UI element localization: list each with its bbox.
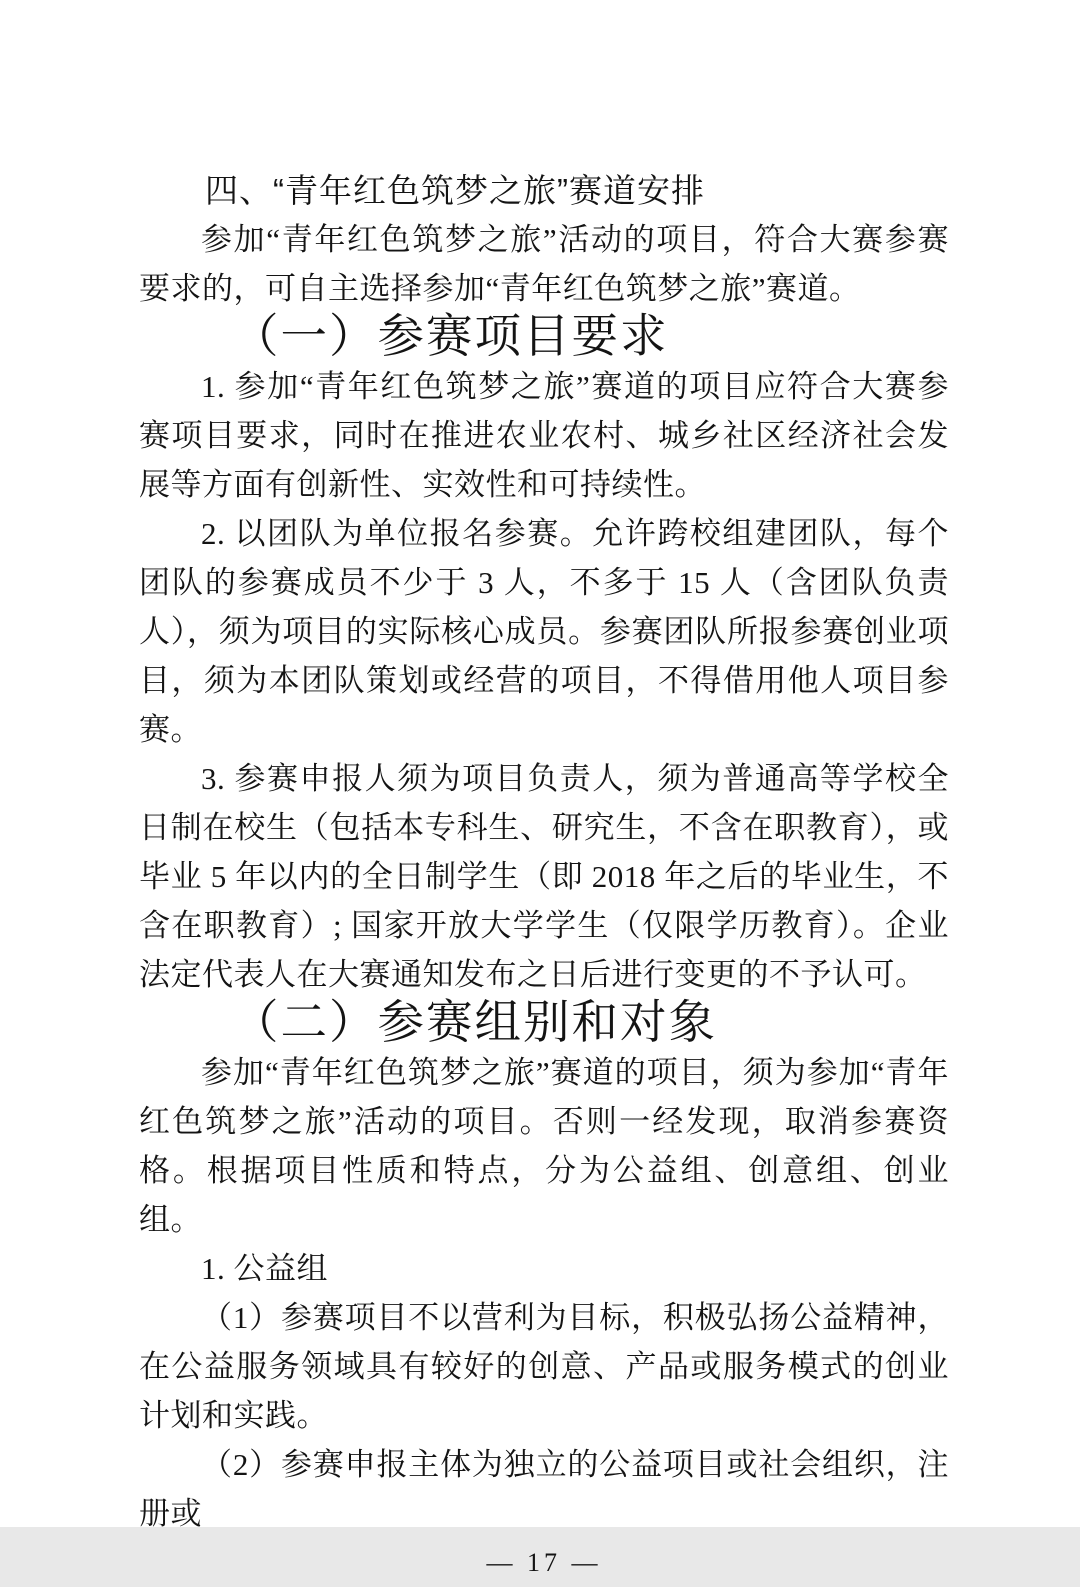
- page-number: — 17 —: [486, 1548, 602, 1577]
- subsection-heading-2: （二）参赛组别和对象: [232, 998, 717, 1049]
- paragraph-intro: 参加“青年红色筑梦之旅”活动的项目，符合大赛参赛要求的，可自主选择参加“青年红色筑梦之旅”赛道。: [139, 222, 949, 306]
- document-content: [139, 166, 949, 1587]
- paragraph-requirement-2: 2. 以团队为单位报名参赛。允许跨校组建团队，每个团队的参赛成员不少于 3 人，不多于 15 人（含团队负责人），须为项目的实际核心成员。参赛团队所报参赛创业项目，须为本团队策划或经营的项目，不得借用他人项目参赛。: [139, 516, 949, 747]
- paragraph-public-welfare-item-2: （2）参赛申报主体为独立的公益项目或社会组织，注册或: [139, 1447, 949, 1531]
- section-title: 四、“青年红色筑梦之旅”赛道安排: [205, 172, 705, 209]
- paragraph-group-public-welfare: 1. 公益组: [201, 1251, 328, 1286]
- subsection-heading-1: （一）参赛项目要求: [232, 312, 669, 363]
- paragraph-public-welfare-item-1: （1）参赛项目不以营利为目标，积极弘扬公益精神，在公益服务领域具有较好的创意、产品或服务模式的创业计划和实践。: [139, 1300, 949, 1433]
- paragraph-groups-intro: 参加“青年红色筑梦之旅”赛道的项目，须为参加“青年红色筑梦之旅”活动的项目。否则一经发现，取消参赛资格。根据项目性质和特点，分为公益组、创意组、创业组。: [139, 1055, 949, 1237]
- paragraph-requirement-3: 3. 参赛申报人须为项目负责人，须为普通高等学校全日制在校生（包括本专科生、研究生，不含在职教育），或毕业 5 年以内的全日制学生（即 2018 年之后的毕业生，不含在职教育）; 国家开放大学学生（仅限学历教育）。企业法定代表人在大赛通知发布之日后进行变更的不予认可。: [139, 761, 949, 992]
- paragraph-requirement-1: 1. 参加“青年红色筑梦之旅”赛道的项目应符合大赛参赛项目要求，同时在推进农业农村、城乡社区经济社会发展等方面有创新性、实效性和可持续性。: [139, 369, 949, 502]
